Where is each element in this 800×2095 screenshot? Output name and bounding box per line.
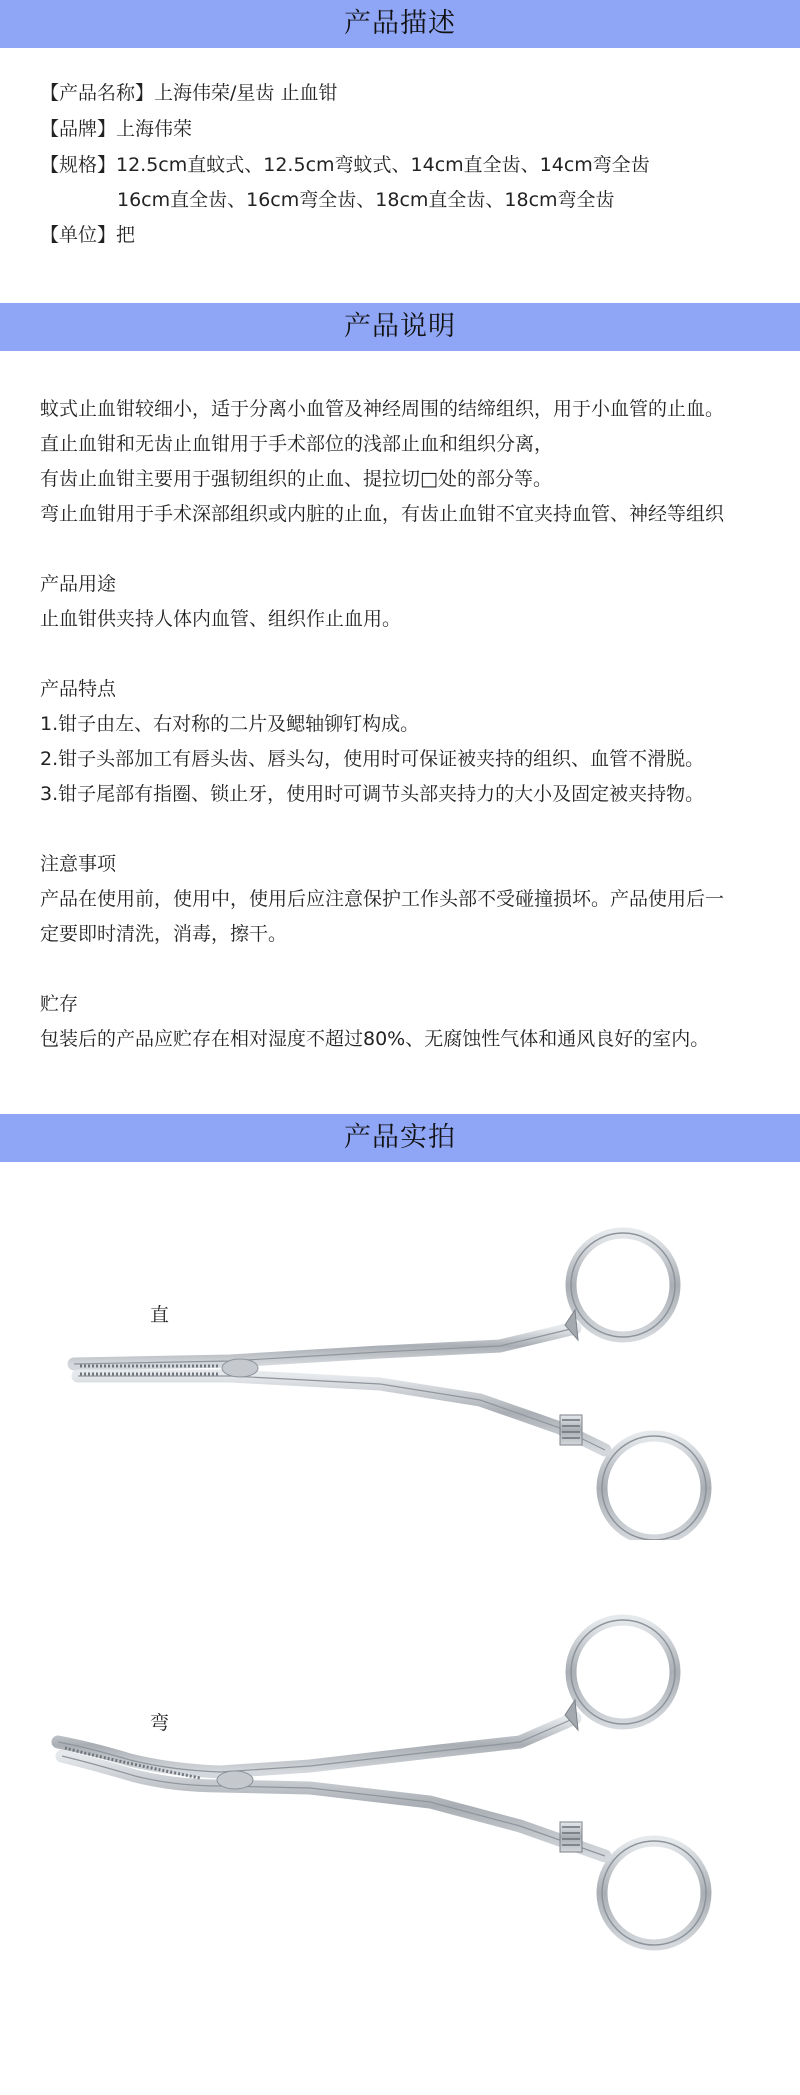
feature-1: 1.钳子由左、右对称的二片及鳃轴铆钉构成。 — [40, 713, 420, 735]
product-name: 【产品名称】上海伟荣/星齿 止血钳 — [40, 82, 338, 104]
storage-text: 包装后的产品应贮存在相对湿度不超过80%、无腐蚀性气体和通风良好的室内。 — [40, 1028, 710, 1050]
product-spec-line-1: 【规格】12.5cm直蚊式、12.5cm弯蚊式、14cm直全齿、14cm弯全齿 — [40, 154, 650, 176]
feature-title: 产品特点 — [40, 678, 117, 700]
notice-title: 注意事项 — [40, 853, 117, 875]
straight-label: 直 — [150, 1304, 170, 1326]
curved-label: 弯 — [150, 1712, 170, 1734]
section-header-explanation: 产品说明 — [0, 303, 800, 351]
explain-line-4: 弯止血钳用于手术深部组织或内脏的止血，有齿止血钳不宜夹持血管、神经等组织 — [40, 503, 725, 525]
explain-line-2: 直止血钳和无齿止血钳用于手术部位的浅部止血和组织分离， — [40, 433, 554, 455]
straight-hemostat-image — [0, 1200, 800, 1540]
curved-hemostat-image — [0, 1600, 800, 1960]
use-text: 止血钳供夹持人体内血管、组织作止血用。 — [40, 608, 402, 630]
feature-3: 3.钳子尾部有指圈、锁止牙，使用时可调节头部夹持力的大小及固定被夹持物。 — [40, 783, 705, 805]
product-brand: 【品牌】上海伟荣 — [40, 118, 193, 140]
feature-2: 2.钳子头部加工有唇头齿、唇头勾，使用时可保证被夹持的组织、血管不滑脱。 — [40, 748, 705, 770]
storage-title: 贮存 — [40, 993, 79, 1015]
product-unit: 【单位】把 — [40, 224, 136, 246]
use-title: 产品用途 — [40, 573, 117, 595]
section-header-photos: 产品实拍 — [0, 1114, 800, 1162]
product-spec-line-2: 16cm直全齿、16cm弯全齿、18cm直全齿、18cm弯全齿 — [117, 189, 615, 211]
section-header-description: 产品描述 — [0, 0, 800, 48]
explain-line-3: 有齿止血钳主要用于强韧组织的止血、提拉切□处的部分等。 — [40, 468, 552, 490]
explain-line-1: 蚊式止血钳较细小，适于分离小血管及神经周围的结缔组织，用于小血管的止血。 — [40, 398, 725, 420]
notice-line-2: 定要即时清洗，消毒，擦干。 — [40, 923, 288, 945]
notice-line-1: 产品在使用前，使用中，使用后应注意保护工作头部不受碰撞损坏。产品使用后一 — [40, 888, 725, 910]
